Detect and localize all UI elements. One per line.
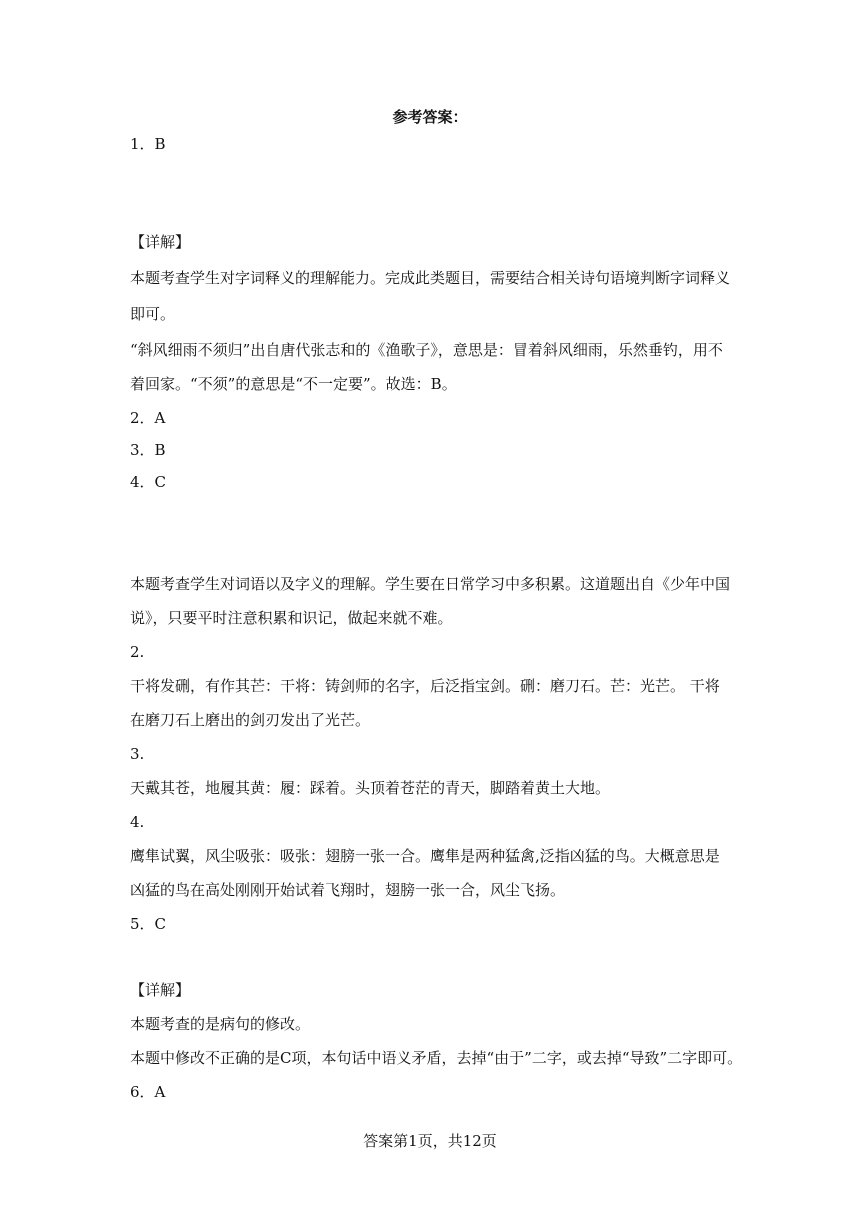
- paragraph-line: 本题考查的是病句的修改。: [130, 1015, 311, 1033]
- sub-item-label: 2.: [130, 643, 145, 661]
- paragraph-line: 说》，只要平时注意积累和识记，做起来就不难。: [130, 609, 453, 627]
- answer-6: 6．A: [130, 1083, 166, 1101]
- detail-heading: 【详解】: [130, 233, 191, 251]
- answer-2: 2．A: [130, 409, 166, 427]
- answer-1: 1．B: [130, 135, 166, 153]
- paragraph-line: 本题中修改不正确的是C项，本句话中语义矛盾，去掉“由于”二字，或去掉“导致”二字即可。: [130, 1049, 743, 1067]
- paragraph-line: 天戴其苍，地履其黄：履：踩着。头顶着苍茫的青天，脚踏着黄土大地。: [130, 779, 611, 797]
- paragraph-line: 即可。: [130, 305, 176, 323]
- sub-item-label: 4.: [130, 813, 145, 831]
- answer-5: 5．C: [130, 915, 167, 933]
- paragraph-line: “斜风细雨不须归”出自唐代张志和的《渔歌子》，意思是：冒着斜风细雨，乐然垂钓，用不: [130, 341, 723, 359]
- paragraph-line: 本题考查学生对词语以及字义的理解。学生要在日常学习中多积累。这道题出自《少年中国: [130, 575, 731, 593]
- paragraph-line: 在磨刀石上磨出的剑刃发出了光芒。: [130, 711, 371, 729]
- detail-heading: 【详解】: [130, 981, 191, 999]
- answer-3: 3．B: [130, 441, 166, 459]
- sub-item-label: 3.: [130, 745, 145, 763]
- paragraph-line: 干将发硎，有作其芒：干将：铸剑师的名字，后泛指宝剑。硎：磨刀石。芒：光芒。 干将: [130, 677, 720, 695]
- paragraph-line: 着回家。“不须”的意思是“不一定要”。故选：B。: [130, 375, 457, 393]
- paragraph-line: 本题考查学生对字词释义的理解能力。完成此类题目，需要结合相关诗句语境判断字词释义: [130, 269, 731, 287]
- paragraph-line: 鹰隼试翼，风尘吸张：吸张：翅膀一张一合。鹰隼是两种猛禽,泛指凶猛的鸟。大概意思是: [130, 847, 720, 865]
- page-title: 参考答案：: [392, 108, 468, 126]
- page-footer: 答案第1页，共12页: [363, 1132, 497, 1150]
- answer-4: 4．C: [130, 473, 167, 491]
- paragraph-line: 凶猛的鸟在高处刚刚开始试着飞翔时，翅膀一张一合，风尘飞扬。: [130, 881, 566, 899]
